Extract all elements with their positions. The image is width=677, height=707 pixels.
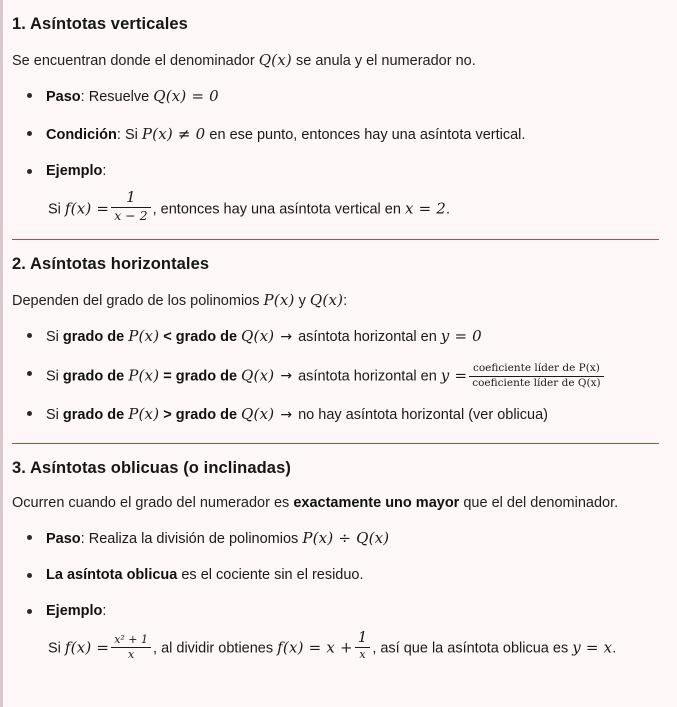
list-item (12, 363, 659, 390)
bullet-tail: asíntota horizontal en (294, 368, 441, 385)
bullet-math-2: Q(x) (241, 327, 275, 346)
bullet-label-sep: : (102, 162, 107, 179)
section-intro (12, 49, 659, 73)
bullet-bold-2: = grado de (159, 368, 242, 385)
fraction-numerator: 1 (357, 628, 368, 647)
section-title: 3. Asíntotas oblicuas (o inclinadas) (12, 459, 291, 478)
example-math-2: y = x (572, 638, 613, 657)
example-function: f(x) = (64, 199, 110, 218)
bullet-math-1: P(x) (128, 366, 160, 385)
bullet-pre: Si (46, 407, 63, 424)
bullet-math-1: P(x) (128, 327, 160, 346)
bullet-bold-2: > grado de (159, 407, 242, 424)
bullet-list (12, 325, 659, 427)
intro-bold: exactamente uno mayor (293, 495, 460, 512)
bullet-text-pre: Resuelve (88, 89, 154, 106)
example-mid: , entonces hay una asíntota vertical en (152, 201, 405, 218)
intro-text-post: : (343, 293, 348, 310)
bullet-tail: asíntota horizontal en (294, 329, 441, 346)
example-post: . (446, 201, 451, 218)
example-fraction-2 (355, 629, 371, 661)
example-mid: , al dividir obtienes (153, 640, 278, 657)
list-item (12, 325, 659, 349)
bullet-list (12, 85, 659, 223)
example-pre: Si (48, 201, 65, 218)
intro-text-pre: Dependen del grado de los polinomios (12, 293, 264, 310)
list-item (12, 85, 659, 109)
arrow-icon: → (280, 407, 293, 424)
example-pre: Si (48, 640, 65, 657)
intro-text-post: se anula y el numerador no. (291, 53, 476, 70)
fraction-numerator: coeficiente líder de P(x) (472, 361, 600, 374)
list-item (12, 601, 659, 662)
intro-text-mid: y (294, 293, 310, 310)
intro-math-p: P(x) (263, 291, 295, 310)
example-line (48, 189, 659, 223)
bullet-pre: Si (46, 329, 63, 346)
bullet-text-post: es el cociente sin el residuo. (177, 566, 364, 583)
bullet-bold-1: grado de (62, 407, 129, 424)
bullet-math: P(x) ÷ Q(x) (302, 529, 390, 548)
bullet-label: Condición (46, 126, 117, 143)
bullet-bold-1: grado de (62, 368, 129, 385)
fraction-denominator: x − 2 (111, 207, 150, 223)
bullet-text-pre: Si (124, 126, 142, 143)
section-horizontal-asymptotes (12, 240, 659, 444)
list-item (12, 403, 659, 427)
fraction-denominator: x (111, 647, 151, 661)
example-mid-2: , así que la asíntota oblicua es (372, 640, 573, 657)
bullet-math-1: P(x) (128, 405, 160, 424)
bullet-label-sep: : (102, 602, 107, 619)
example-function-2: f(x) = x + (277, 638, 353, 657)
bullet-math-2: Q(x) (241, 366, 275, 385)
section-oblique-asymptotes (12, 444, 659, 661)
arrow-icon: → (280, 368, 293, 385)
bullet-tail: no hay asíntota horizontal (ver oblicua) (294, 407, 548, 424)
bullet-math: Q(x) = 0 (153, 87, 219, 106)
intro-math: Q(x) (258, 51, 292, 70)
bullet-text-post: en ese punto, entonces hay una asíntota vertical. (205, 126, 526, 143)
bullet-label-sep: : (116, 126, 125, 143)
arrow-icon: → (280, 329, 293, 346)
example-post: . (612, 640, 617, 657)
example-fraction (111, 634, 151, 662)
bullet-label: Paso (46, 531, 81, 548)
bullet-text-pre: Realiza la división de polinomios (88, 531, 303, 548)
fraction-numerator: 1 (126, 188, 136, 207)
section-title: 1. Asíntotas verticales (12, 15, 188, 33)
bullet-label-sep: : (80, 89, 89, 106)
list-item (12, 527, 659, 551)
leading-coefficient-fraction (469, 363, 603, 390)
list-item (12, 123, 659, 147)
intro-text-pre: Ocurren cuando el grado del numerador es (12, 495, 294, 512)
section-intro (12, 289, 659, 313)
bullet-math: P(x) ≠ 0 (141, 124, 206, 143)
fraction-numerator: x² + 1 (114, 632, 149, 646)
example-math: x = 2 (404, 199, 447, 218)
list-item (12, 565, 659, 587)
bullet-label: Paso (46, 89, 81, 106)
fraction-denominator: coeficiente líder de Q(x) (469, 376, 603, 390)
bullet-label: Ejemplo (46, 162, 103, 179)
section-title: 2. Asíntotas horizontales (12, 255, 210, 274)
list-item (12, 161, 659, 224)
fraction-denominator: x (355, 647, 371, 661)
section-vertical-asymptotes (12, 0, 659, 240)
bullet-list (12, 527, 659, 661)
bullet-tail-math: y = 0 (440, 327, 482, 346)
example-line (48, 629, 659, 661)
example-fraction (111, 189, 150, 223)
bullet-math-2: Q(x) (241, 405, 275, 424)
bullet-bold-lead: La asíntota oblicua (46, 566, 178, 583)
bullet-label: Ejemplo (46, 602, 103, 619)
bullet-bold-2: < grado de (159, 329, 242, 346)
bullet-pre: Si (46, 368, 63, 385)
bullet-label-sep: : (80, 531, 89, 548)
intro-math-q: Q(x) (309, 291, 344, 310)
section-intro (12, 493, 659, 515)
bullet-tail-math: y = (440, 366, 468, 385)
bullet-bold-1: grado de (62, 329, 129, 346)
example-function: f(x) = (64, 638, 110, 657)
intro-text-post: que el del denominador. (459, 495, 619, 512)
intro-text-pre: Se encuentran donde el denominador (12, 53, 259, 70)
left-accent-rail (0, 0, 3, 707)
